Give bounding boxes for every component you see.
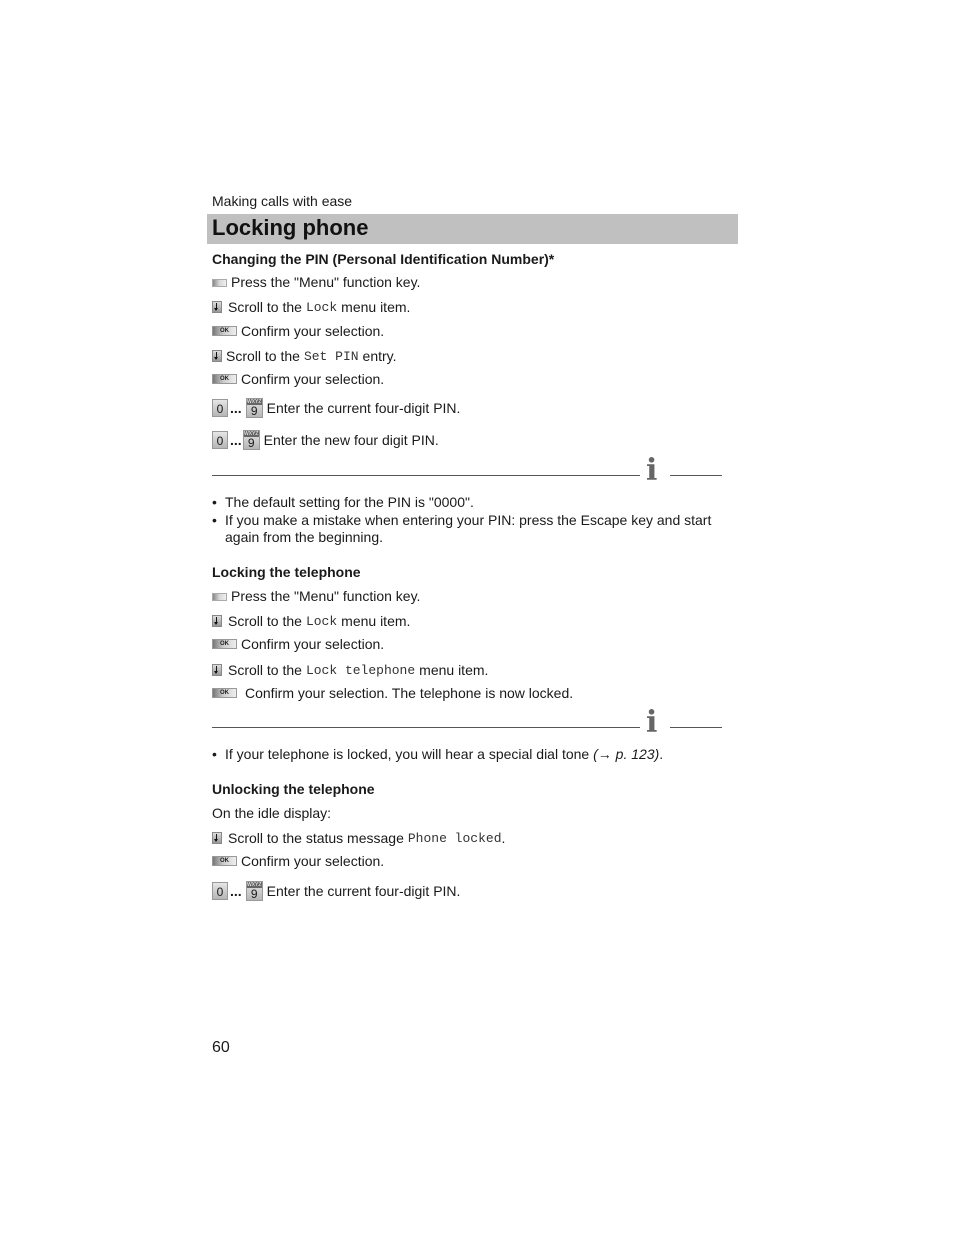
running-header: Making calls with ease xyxy=(212,193,353,209)
menu-key-icon xyxy=(212,279,227,287)
step-text: Scroll to the xyxy=(228,662,302,678)
step-text: Confirm your selection. The telephone is now locked. xyxy=(245,685,574,701)
step-text: Enter the current four-digit PIN. xyxy=(266,400,461,416)
ok-key-icon: OK xyxy=(212,856,237,866)
ellipsis: ... xyxy=(230,432,242,448)
info-icon: i xyxy=(646,705,658,740)
key-9-icon: WXYZ 9 xyxy=(243,431,259,450)
step-row xyxy=(212,274,420,290)
step-text: Enter the new four digit PIN. xyxy=(263,432,439,448)
info-divider xyxy=(670,475,722,476)
step-row xyxy=(212,430,439,450)
title-bar xyxy=(207,214,738,244)
ok-key-icon: OK xyxy=(212,639,237,649)
step-row xyxy=(212,662,488,678)
ok-key-icon: OK xyxy=(212,326,237,336)
step-row xyxy=(212,371,384,387)
menu-item-code: Lock xyxy=(305,613,338,629)
step-text: menu item. xyxy=(341,613,411,629)
step-text: Enter the current four-digit PIN. xyxy=(266,883,461,899)
nav-key-icon xyxy=(212,301,222,313)
step-row xyxy=(212,881,460,901)
notes-list xyxy=(212,746,732,764)
key-9-icon: WXYZ 9 xyxy=(246,882,262,901)
page-title: Locking phone xyxy=(212,215,369,240)
menu-item-code: Lock telephone xyxy=(305,662,416,678)
step-row xyxy=(212,685,573,701)
step-text: Scroll to the xyxy=(228,613,302,629)
step-row xyxy=(212,636,384,652)
nav-key-icon xyxy=(212,832,222,844)
key-0-icon: 0 xyxy=(212,431,228,449)
ok-key-icon: OK xyxy=(212,688,237,698)
section-heading-lock: Locking the telephone xyxy=(212,564,361,580)
ellipsis: ... xyxy=(230,883,242,899)
key-0-icon: 0 xyxy=(212,399,228,417)
step-row xyxy=(212,830,505,846)
list-item: • If your telephone is locked, you will hear a special dial tone (→ p. 123). xyxy=(212,746,664,762)
nav-key-icon xyxy=(212,664,222,676)
step-row xyxy=(212,323,384,339)
step-text: Press the "Menu" function key. xyxy=(231,274,421,290)
step-row xyxy=(212,588,420,604)
step-row xyxy=(212,398,460,418)
step-row xyxy=(212,299,410,315)
status-message-code: Phone locked xyxy=(407,830,502,846)
step-row xyxy=(212,348,397,364)
step-text: menu item. xyxy=(419,662,489,678)
key-0-icon: 0 xyxy=(212,882,228,900)
info-divider xyxy=(670,727,722,728)
info-divider xyxy=(212,727,640,728)
page-reference: (→ p. 123) xyxy=(593,746,660,762)
step-text: Press the "Menu" function key. xyxy=(231,588,421,604)
section-heading-change-pin: Changing the PIN (Personal Identification Number)* xyxy=(212,251,555,267)
step-row xyxy=(212,613,410,629)
menu-key-icon xyxy=(212,593,227,601)
info-divider xyxy=(212,475,640,476)
step-text: Confirm your selection. xyxy=(241,323,385,339)
step-text: Scroll to the xyxy=(226,348,300,364)
step-text: Scroll to the status message xyxy=(228,830,404,846)
list-item: • The default setting for the PIN is "0000". xyxy=(212,494,474,510)
nav-key-icon xyxy=(212,350,222,362)
step-text: Scroll to the xyxy=(228,299,302,315)
page-number: 60 xyxy=(212,1039,230,1056)
menu-item-code: Lock xyxy=(305,299,338,315)
ellipsis: ... xyxy=(230,400,242,416)
nav-key-icon xyxy=(212,615,222,627)
step-text: . xyxy=(501,830,506,846)
intro-text: On the idle display: xyxy=(212,805,332,821)
notes-list xyxy=(212,494,732,547)
ok-key-icon: OK xyxy=(212,374,237,384)
info-icon: i xyxy=(646,453,658,488)
section-heading-unlock: Unlocking the telephone xyxy=(212,781,375,797)
menu-item-code: Set PIN xyxy=(303,348,359,364)
step-text: Confirm your selection. xyxy=(241,371,385,387)
step-text: Confirm your selection. xyxy=(241,636,385,652)
step-text: entry. xyxy=(362,348,397,364)
step-text: Confirm your selection. xyxy=(241,853,385,869)
step-text: menu item. xyxy=(341,299,411,315)
step-row xyxy=(212,853,384,869)
list-item: • If you make a mistake when entering your PIN: press the Escape key and start again from the beginning. xyxy=(212,511,712,545)
key-9-icon: WXYZ 9 xyxy=(246,399,262,418)
